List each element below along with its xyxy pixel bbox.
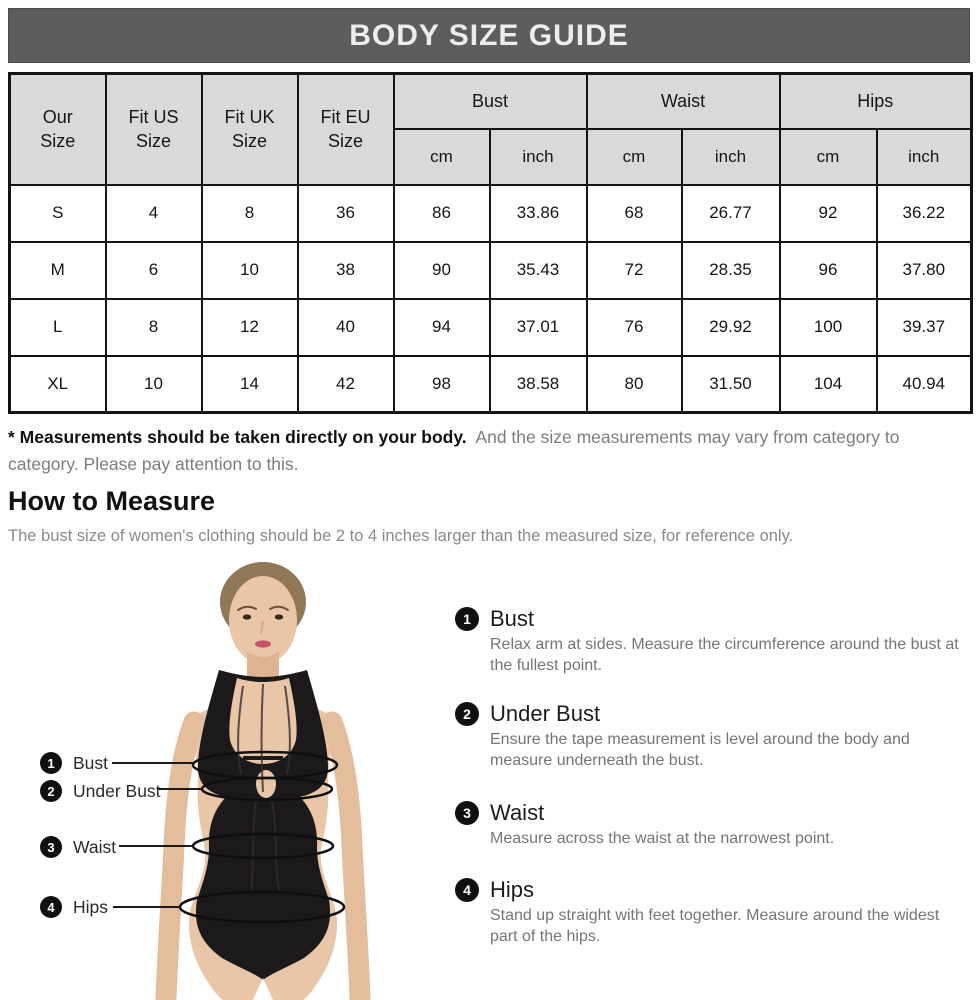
how-to-measure-title: How to Measure xyxy=(8,486,216,516)
instruction-waist xyxy=(455,800,978,849)
table-cell: 40.94 xyxy=(877,356,972,413)
table-cell: 37.80 xyxy=(877,242,972,299)
table-cell: 100 xyxy=(780,299,877,356)
table-cell: 10 xyxy=(106,356,202,413)
table-cell: 4 xyxy=(106,185,202,242)
group-header-waist: Waist xyxy=(587,74,780,129)
table-row-m xyxy=(10,242,972,299)
figure-label-waist xyxy=(40,836,116,858)
group-header-hips: Hips xyxy=(780,74,972,129)
instruction-description: Ensure the tape measurement is level around the body and measure underneath the bust. xyxy=(490,731,910,769)
step-1-badge-icon: 1 xyxy=(455,607,479,631)
instruction-title: Under Bust xyxy=(490,701,601,726)
how-to-measure-subtitle: The bust size of women's clothing should be 2 to 4 inches larger than the measured size, for reference only. xyxy=(8,527,794,545)
table-cell: 42 xyxy=(298,356,394,413)
figure-label-under-bust xyxy=(40,780,161,802)
hips-connector-line xyxy=(113,906,181,908)
table-cell: 33.86 xyxy=(490,185,587,242)
table-row-s xyxy=(10,185,972,242)
table-cell: S xyxy=(10,185,106,242)
table-cell: 8 xyxy=(106,299,202,356)
table-row-l xyxy=(10,299,972,356)
table-cell: XL xyxy=(10,356,106,413)
table-cell: 96 xyxy=(780,242,877,299)
bust-connector-line xyxy=(112,762,194,764)
table-cell: L xyxy=(10,299,106,356)
step-2-badge-icon: 2 xyxy=(40,780,62,802)
table-cell: M xyxy=(10,242,106,299)
size-table xyxy=(8,72,973,414)
table-cell: 31.50 xyxy=(682,356,780,413)
table-cell: 86 xyxy=(394,185,490,242)
table-cell: 26.77 xyxy=(682,185,780,242)
unit-header-hips-inch: inch xyxy=(877,129,972,185)
instruction-title: Hips xyxy=(490,877,535,902)
title-bar xyxy=(8,8,970,63)
table-cell: 14 xyxy=(202,356,298,413)
table-cell: 38.58 xyxy=(490,356,587,413)
unit-header-bust-inch: inch xyxy=(490,129,587,185)
table-cell: 104 xyxy=(780,356,877,413)
table-cell: 76 xyxy=(587,299,682,356)
table-cell: 36 xyxy=(298,185,394,242)
instruction-under-bust xyxy=(455,701,978,771)
face xyxy=(229,576,297,664)
table-cell: 40 xyxy=(298,299,394,356)
figure-label-text: Bust xyxy=(73,752,109,773)
step-3-badge-icon: 3 xyxy=(455,801,479,825)
instruction-title: Bust xyxy=(490,606,535,631)
figure-label-hips xyxy=(40,896,108,918)
table-cell: 29.92 xyxy=(682,299,780,356)
table-cell: 8 xyxy=(202,185,298,242)
how-to-measure-section xyxy=(0,560,978,1000)
col-header-eu-size: Fit EU Size xyxy=(298,74,394,185)
instruction-bust xyxy=(455,606,978,676)
instruction-description: Measure across the waist at the narrowest point. xyxy=(490,830,835,847)
figure-label-bust xyxy=(40,752,108,774)
table-cell: 6 xyxy=(106,242,202,299)
table-cell: 80 xyxy=(587,356,682,413)
instruction-description: Relax arm at sides. Measure the circumference around the bust at the fullest point. xyxy=(490,636,959,674)
col-header-us-size: Fit US Size xyxy=(106,74,202,185)
table-cell: 36.22 xyxy=(877,185,972,242)
unit-header-hips-cm: cm xyxy=(780,129,877,185)
note-bold-text: * Measurements should be taken directly on your body. xyxy=(8,427,467,447)
table-cell: 92 xyxy=(780,185,877,242)
step-1-badge-icon: 1 xyxy=(40,752,62,774)
unit-header-waist-cm: cm xyxy=(587,129,682,185)
table-row-xl xyxy=(10,356,972,413)
table-cell: 37.01 xyxy=(490,299,587,356)
step-2-badge-icon: 2 xyxy=(455,702,479,726)
step-4-badge-icon: 4 xyxy=(40,896,62,918)
group-header-bust: Bust xyxy=(394,74,587,129)
measurement-note xyxy=(8,424,956,478)
size-table-container xyxy=(8,72,970,414)
table-cell: 12 xyxy=(202,299,298,356)
swimsuit xyxy=(196,670,330,980)
figure-label-text: Hips xyxy=(73,896,109,917)
instruction-hips xyxy=(455,877,978,947)
figure-label-text: Under Bust xyxy=(73,780,161,801)
unit-header-waist-inch: inch xyxy=(682,129,780,185)
step-3-badge-icon: 3 xyxy=(40,836,62,858)
table-cell: 98 xyxy=(394,356,490,413)
instruction-title: Waist xyxy=(490,800,545,825)
step-4-badge-icon: 4 xyxy=(455,878,479,902)
waist-connector-line xyxy=(119,845,194,847)
note-gray-text: And the size measurements may vary from category to category. Please pay attention to this. xyxy=(8,427,900,474)
page-title: BODY SIZE GUIDE xyxy=(349,18,629,52)
col-header-uk-size: Fit UK Size xyxy=(202,74,298,185)
col-header-our-size: Our Size xyxy=(10,74,106,185)
table-cell: 72 xyxy=(587,242,682,299)
table-cell: 35.43 xyxy=(490,242,587,299)
table-cell: 68 xyxy=(587,185,682,242)
instruction-description: Stand up straight with feet together. Measure around the widest part of the hips. xyxy=(490,907,940,945)
under-bust-connector-line xyxy=(157,788,203,790)
unit-header-bust-cm: cm xyxy=(394,129,490,185)
table-cell: 10 xyxy=(202,242,298,299)
table-cell: 94 xyxy=(394,299,490,356)
table-cell: 38 xyxy=(298,242,394,299)
table-cell: 28.35 xyxy=(682,242,780,299)
table-cell: 39.37 xyxy=(877,299,972,356)
figure-label-text: Waist xyxy=(73,836,117,857)
table-cell: 90 xyxy=(394,242,490,299)
